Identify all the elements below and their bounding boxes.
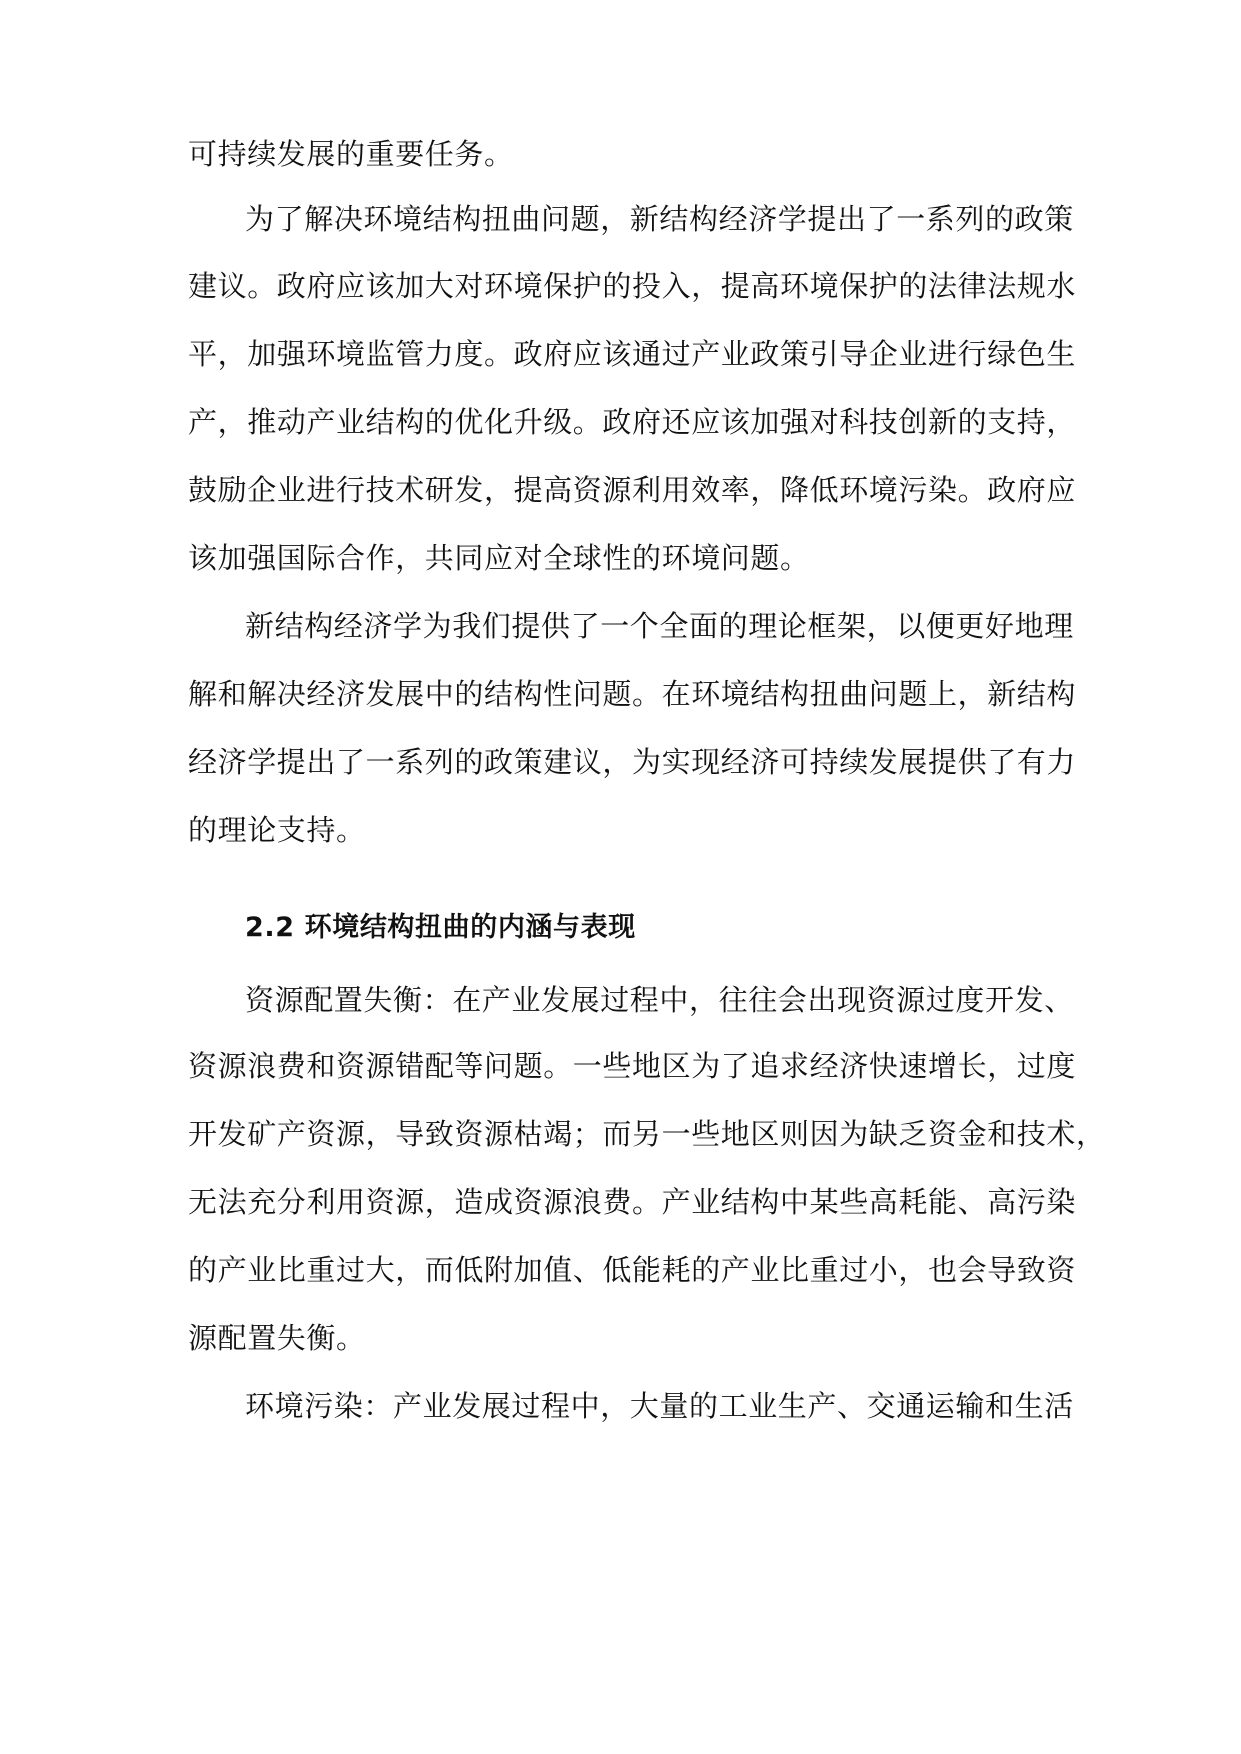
text-line: 的产业比重过大，而低附加值、低能耗的产业比重过小，也会导致资	[188, 1253, 1077, 1287]
text-line: 为了解决环境结构扭曲问题，新结构经济学提出了一系列的政策	[245, 202, 1074, 236]
text-line: 该加强国际合作，共同应对全球性的环境问题。	[188, 541, 810, 575]
text-line: 开发矿产资源，导致资源枯竭；而另一些地区则因为缺乏资金和技术，	[188, 1117, 1106, 1151]
text-line: 环境污染：产业发展过程中，大量的工业生产、交通运输和生活	[245, 1389, 1074, 1423]
text-line: 解和解决经济发展中的结构性问题。在环境结构扭曲问题上，新结构	[188, 677, 1077, 711]
text-line: 资源配置失衡：在产业发展过程中，往往会出现资源过度开发、	[245, 983, 1074, 1017]
text-line: 资源浪费和资源错配等问题。一些地区为了追求经济快速增长，过度	[188, 1049, 1077, 1083]
text-line: 经济学提出了一系列的政策建议，为实现经济可持续发展提供了有力	[188, 745, 1077, 779]
text-line: 无法充分利用资源，造成资源浪费。产业结构中某些高耗能、高污染	[188, 1185, 1077, 1219]
text-line: 建议。政府应该加大对环境保护的投入，提高环境保护的法律法规水	[188, 269, 1077, 303]
text-line: 产，推动产业结构的优化升级。政府还应该加强对科技创新的支持，	[188, 405, 1077, 439]
text-line: 鼓励企业进行技术研发，提高资源利用效率，降低环境污染。政府应	[188, 473, 1077, 507]
text-line: 平，加强环境监管力度。政府应该通过产业政策引导企业进行绿色生	[188, 337, 1077, 371]
text-line: 源配置失衡。	[188, 1321, 366, 1355]
section-heading: 2.2 环境结构扭曲的内涵与表现	[245, 912, 636, 943]
text-line: 的理论支持。	[188, 813, 366, 847]
text-line: 新结构经济学为我们提供了一个全面的理论框架，以便更好地理	[245, 609, 1074, 643]
text-line: 可持续发展的重要任务。	[188, 137, 514, 171]
